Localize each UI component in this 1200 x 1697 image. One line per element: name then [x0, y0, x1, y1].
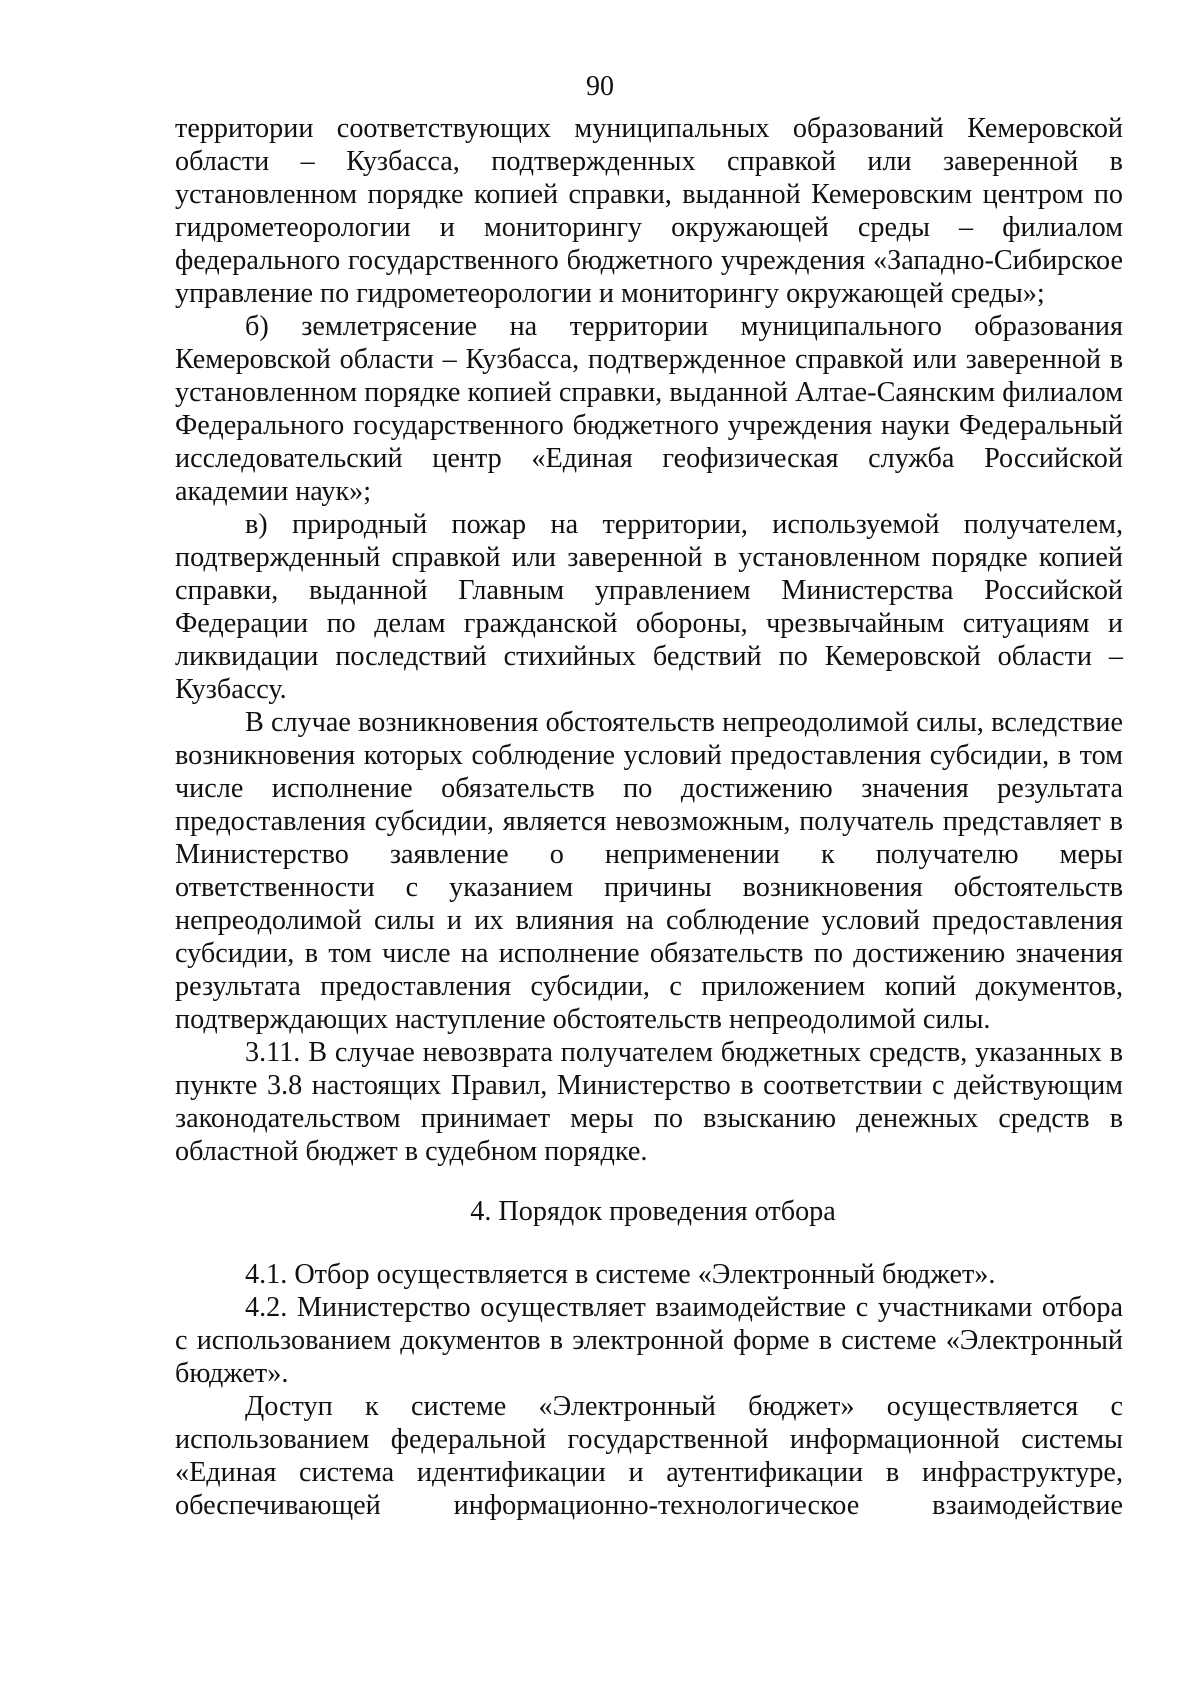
paragraph-4-1: 4.1. Отбор осуществляется в системе «Электронный бюджет».: [245, 1259, 996, 1290]
page-number: 90: [586, 71, 614, 102]
paragraph-force-majeure: В случае возникновения обстоятельств непреодолимой силы, вследствие возникновения которых соблюдение условий предоставления субсидии, в том числе исполнение обязательств по достижению значения результата предоставления субсидии, является невозможным, получатель представляет в Министерство заявление о неприменении к получателю меры ответственности с указанием причины возникновения обстоятельств непреодолимой силы и их влияния на соблюдение условий предоставления субсидии, в том числе на исполнение обязательств по достижению значения результата предоставления субсидии, с приложением копий документов, подтверждающих наступление обстоятельств непреодолимой силы.: [175, 707, 1123, 1035]
paragraph-wildfire: в) природный пожар на территории, используемой получателем, подтвержденный справкой или заверенной в установленном порядке копией справки, выданной Главным управлением Министерства Российской Федерации по делам гражданской обороны, чрезвычайным ситуациям и ликвидации последствий стихийных бедствий по Кемеровской области – Кузбассу.: [175, 509, 1123, 705]
paragraph-earthquake: б) землетрясение на территории муниципального образования Кемеровской области – Кузбасса, подтвержденное справкой или заверенной в установленном порядке копией справки, выданной Алтае-Саянским филиалом Федерального государственного бюджетного учреждения науки Федеральный исследовательский центр «Единая геофизическая служба Российской академии наук»;: [175, 311, 1123, 507]
document-body: [175, 112, 1123, 1522]
paragraph-4-2: 4.2. Министерство осуществляет взаимодействие с участниками отбора с использованием документов в электронной форме в системе «Электронный бюджет».: [175, 1292, 1123, 1389]
paragraph-3-11: 3.11. В случае невозврата получателем бюджетных средств, указанных в пункте 3.8 настоящих Правил, Министерство в соответствии с действующим законодательством принимает меры по взысканию денежных средств в областной бюджет в судебном порядке.: [175, 1037, 1123, 1167]
section-heading: 4. Порядок проведения отбора: [470, 1196, 836, 1227]
paragraph-territory-continuation: территории соответствующих муниципальных образований Кемеровской области – Кузбасса, подтвержденных справкой или заверенной в установленном порядке копией справки, выданной Кемеровским центром по гидрометеорологии и мониторингу окружающей среды – филиалом федерального государственного бюджетного учреждения «Западно-Сибирское управление по гидрометеорологии и мониторингу окружающей среды»;: [175, 113, 1123, 309]
paragraph-access: Доступ к системе «Электронный бюджет» осуществляется с использованием федеральной государственной информационной системы «Единая система идентификации и аутентификации в инфраструктуре, обеспечивающей информационно-технологическое взаимодействие: [175, 1391, 1123, 1521]
